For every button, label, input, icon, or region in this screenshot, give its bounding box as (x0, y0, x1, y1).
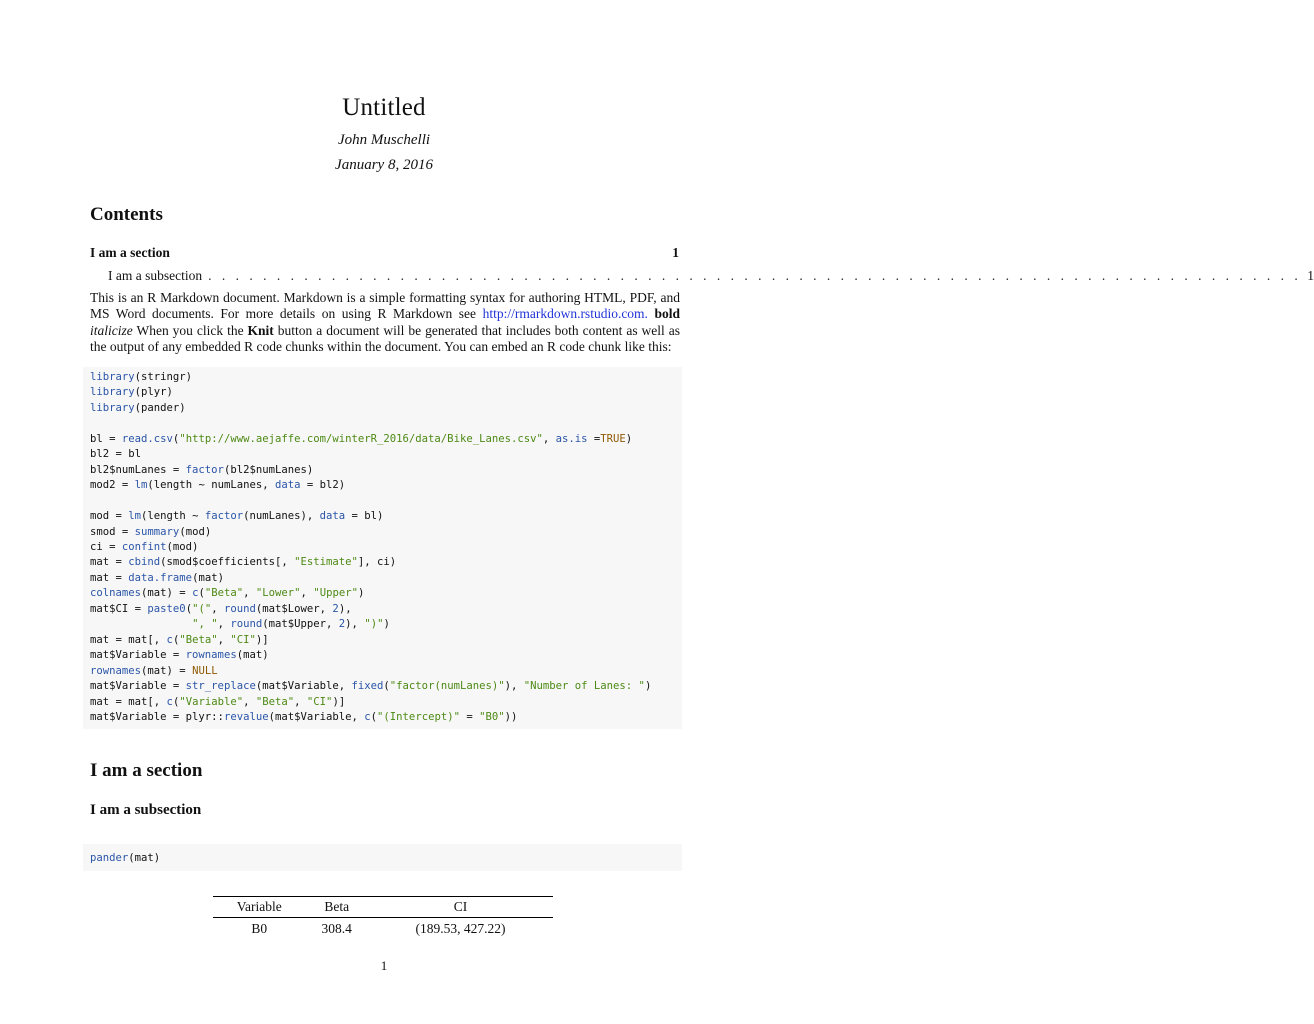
toc-entry-section[interactable] (90, 245, 679, 263)
table-header-variable: Variable (213, 897, 305, 918)
document-author: John Muschelli (337, 132, 431, 148)
intro-text-2: When you click the (132, 322, 248, 338)
rmarkdown-link[interactable]: http://rmarkdown.rstudio.com. (482, 306, 648, 322)
toc-entry-subsection[interactable] (108, 268, 1314, 286)
knit-text: Knit (247, 322, 274, 338)
document-date: January 8, 2016 (335, 157, 433, 173)
code-chunk-2-text: pander(mat) (90, 852, 161, 864)
table-cell: B0 (251, 921, 268, 936)
table-header-row (213, 897, 553, 918)
intro-paragraph (90, 290, 680, 356)
toc-entry-label: I am a section (90, 245, 170, 260)
document-title: Untitled (342, 94, 426, 121)
table-header-ci: CI (368, 897, 553, 918)
toc-entry-page: 1 (1307, 268, 1314, 283)
subsection-heading: I am a subsection (90, 802, 202, 818)
table-cell: 308.4 (321, 921, 352, 936)
code-chunk-1-text: library(stringr) library(plyr) library(pander) bl = read.csv("http://www.aejaffe.com/winterR_2016/data/Bike_Lanes.csv", as.is =TRUE) bl2 = bl bl2$numLanes = factor(bl2$numLanes) mod2 = lm(length ~ numLanes, data = bl2) mod = lm(length ~ factor(numLanes), data = bl) smod = summary(mod) ci = confint(mod) mat = cbind(smod$coefficients[, "Estimate"], ci) mat = data.frame(mat) colnames(mat) = c("Beta", "Lower", "Upper") mat$CI = paste0("(", round(mat$Lower, 2), ", ", round(mat$Upper, 2), ")") mat = mat[, c("Beta", "CI")] mat$Variable = rownames(mat) rownames(mat) = NULL mat$Variable = str_replace(mat$Variable, fixed("factor(numLanes)"), "Number of Lanes: ") mat = mat[, c("Variable", "Beta", "CI")] mat$Variable = plyr::revalue(mat$Variable, c("(Intercept)" = "B0")) (90, 371, 652, 723)
toc-heading: Contents (90, 204, 163, 225)
table-cell: (189.53, 427.22) (415, 921, 506, 936)
code-chunk-2 (83, 844, 682, 871)
intro-text-1: This is an R Markdown document. Markdown is a simple formatting syntax for authoring HTML, PDF, and MS Word documents. For more details on using R Markdown see (90, 290, 680, 322)
results-table (213, 896, 553, 940)
intro-text-3: button a document will be generated that includes both content as well as the output of any embedded R code chunks within the document. You can embed an R code chunk like this: (90, 322, 680, 355)
table-row (213, 918, 553, 941)
toc-leader-dots: . . . . . . . . . . . . . . . . . . . . . . . . . . . . . . . . . . . . . . . . . . . . . . . . . . . . . . . . . . . . . . . . . . . . . . . . . . . . . . . . (208, 268, 1302, 283)
bold-text: bold (654, 306, 680, 322)
table-header-beta: Beta (305, 897, 367, 918)
page-number: 1 (380, 958, 388, 973)
italic-text: italicize (90, 322, 133, 338)
toc-entry-page: 1 (672, 245, 679, 260)
section-heading: I am a section (90, 760, 203, 781)
code-chunk-1 (83, 367, 682, 729)
toc-entry-label: I am a subsection (108, 268, 203, 283)
